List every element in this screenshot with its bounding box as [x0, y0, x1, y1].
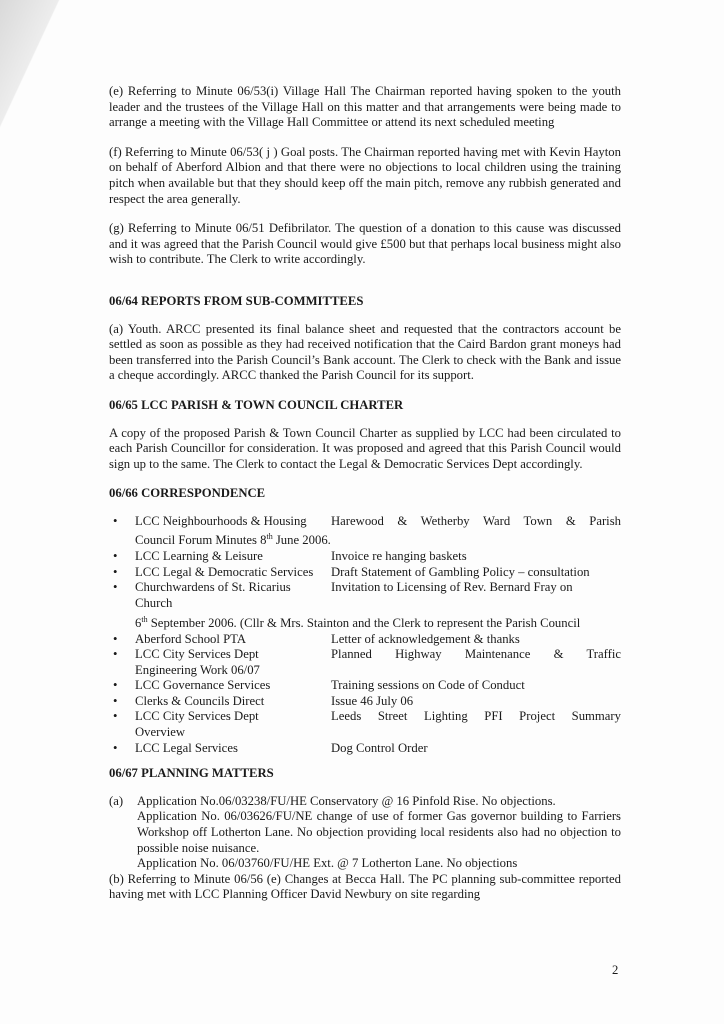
bullet-icon: •: [113, 513, 118, 528]
correspondence-continuation: 6th September 2006. (Cllr & Mrs. Stainton and the Clerk to represent the Parish Council: [135, 614, 581, 630]
planning-application-3: Application No. 06/03760/FU/HE Ext. @ 7 Lotherton Lane. No objections: [137, 856, 518, 871]
correspondence-subject: Planned Highway Maintenance & Traffic: [331, 647, 621, 662]
list-item: [109, 694, 621, 710]
section-heading-66: 06/66 CORRESPONDENCE: [109, 486, 266, 501]
section-heading-65: 06/65 LCC PARISH & TOWN COUNCIL CHARTER: [109, 397, 404, 412]
planning-application-1: Application No.06/03238/FU/HE Conservatory @ 16 Pinfold Rise. No objections.: [137, 793, 556, 808]
correspondence-from-continuation: Overview: [135, 725, 186, 740]
planning-matters: [109, 794, 621, 903]
list-item: [109, 565, 621, 581]
correspondence-continuation: Council Forum Minutes 8th June 2006.: [135, 532, 331, 548]
list-item: [109, 678, 621, 694]
correspondence-from: LCC Legal & Democratic Services: [135, 564, 314, 579]
correspondence-from: Churchwardens of St. Ricarius Church: [135, 580, 291, 611]
planning-application-2: Application No. 06/03626/FU/NE change of use of former Gas governor building to Farriers Workshop off Lotherton Lane. No objection providing local residents also had no objection to possible noise nuisance.: [137, 809, 621, 855]
section-64-body: (a) Youth. ARCC presented its final balance sheet and requested that the contractors account be settled as soon as possible as they had received notification that the Caird Bardon grant moneys had been transferred into the Parish Council’s Bank account. The Clerk to check with the Bank and issue a cheque accordingly. ARCC thanked the Parish Council for its support.: [109, 321, 621, 383]
correspondence-list: [109, 514, 621, 756]
section-65-body: A copy of the proposed Parish & Town Council Charter as supplied by LCC had been circulated to each Parish Councillor for consideration. It was proposed and agreed that this Parish Council would sign up to the same. The Clerk to contact the Legal & Democratic Services Dept accordingly.: [109, 425, 621, 471]
correspondence-from: LCC Neighbourhoods & Housing: [135, 513, 307, 528]
item-g-defibrilator: (g) Referring to Minute 06/51 Defibrilator. The question of a donation to this cause was discussed and it was agreed that the Parish Council would give £500 but that perhaps local business might also wish to contribute. The Clerk to write accordingly.: [109, 221, 621, 267]
page-number: 2: [612, 963, 619, 977]
bullet-icon: •: [113, 709, 118, 724]
bullet-icon: •: [113, 580, 118, 595]
correspondence-subject: Invoice re hanging baskets: [331, 549, 467, 564]
correspondence-subject: Draft Statement of Gambling Policy – consultation: [331, 564, 590, 579]
item-f-goal-posts: (f) Referring to Minute 06/53( j ) Goal posts. The Chairman reported having met with Kevin Hayton on behalf of Aberford Albion and that there were no objections to local children using the training pitch when available but that they should keep off the main pitch, remove any rubbish generated and respect the area generally.: [109, 144, 621, 206]
correspondence-subject: Leeds Street Lighting PFI Project Summary: [331, 709, 621, 724]
correspondence-from: LCC Legal Services: [135, 740, 238, 755]
bullet-icon: •: [113, 549, 118, 564]
bullet-icon: •: [113, 740, 118, 755]
planning-item-a-label: (a): [109, 793, 124, 808]
correspondence-from: LCC Learning & Leisure: [135, 549, 263, 564]
correspondence-subject: Harewood & Wetherby Ward Town & Parish: [331, 513, 621, 528]
correspondence-subject: Letter of acknowledgement & thanks: [331, 631, 520, 646]
section-heading-64: 06/64 REPORTS FROM SUB-COMMITTEES: [109, 293, 364, 308]
correspondence-subject: Dog Control Order: [331, 740, 428, 755]
list-item: [109, 549, 621, 565]
list-item: [109, 580, 621, 631]
correspondence-from: LCC Governance Services: [135, 678, 271, 693]
bullet-icon: •: [113, 693, 118, 708]
correspondence-from: LCC City Services Dept: [135, 647, 259, 662]
correspondence-from: LCC City Services Dept: [135, 709, 259, 724]
bullet-icon: •: [113, 678, 118, 693]
list-item: [109, 632, 621, 648]
minutes-content: [109, 84, 621, 903]
correspondence-from: Clerks & Councils Direct: [135, 693, 265, 708]
bullet-icon: •: [113, 564, 118, 579]
bullet-icon: •: [113, 631, 118, 646]
item-e-village-hall: (e) Referring to Minute 06/53(i) Village Hall The Chairman reported having spoken to the youth leader and the trustees of the Village Hall on this matter and that arrangements were being made to arrange a meeting with the Village Hall Committee or attend its next scheduled meeting: [109, 84, 621, 130]
scan-corner-shadow: [0, 0, 60, 150]
list-item: [109, 709, 621, 740]
bullet-icon: •: [113, 647, 118, 662]
list-item: [109, 514, 621, 549]
correspondence-subject: Training sessions on Code of Conduct: [331, 678, 525, 693]
correspondence-subject: Invitation to Licensing of Rev. Bernard Fray on: [331, 580, 573, 595]
correspondence-from-continuation: Engineering Work 06/07: [135, 662, 260, 677]
correspondence-from: Aberford School PTA: [135, 631, 247, 646]
planning-item-b: (b) Referring to Minute 06/56 (e) Changes at Becca Hall. The PC planning sub-committee reported having met with LCC Planning Officer David Newbury on site regarding: [109, 871, 621, 902]
correspondence-subject: Issue 46 July 06: [331, 693, 414, 708]
section-heading-67: 06/67 PLANNING MATTERS: [109, 766, 274, 781]
list-item: [109, 741, 621, 757]
list-item: [109, 647, 621, 678]
planning-item-a: [109, 794, 621, 810]
